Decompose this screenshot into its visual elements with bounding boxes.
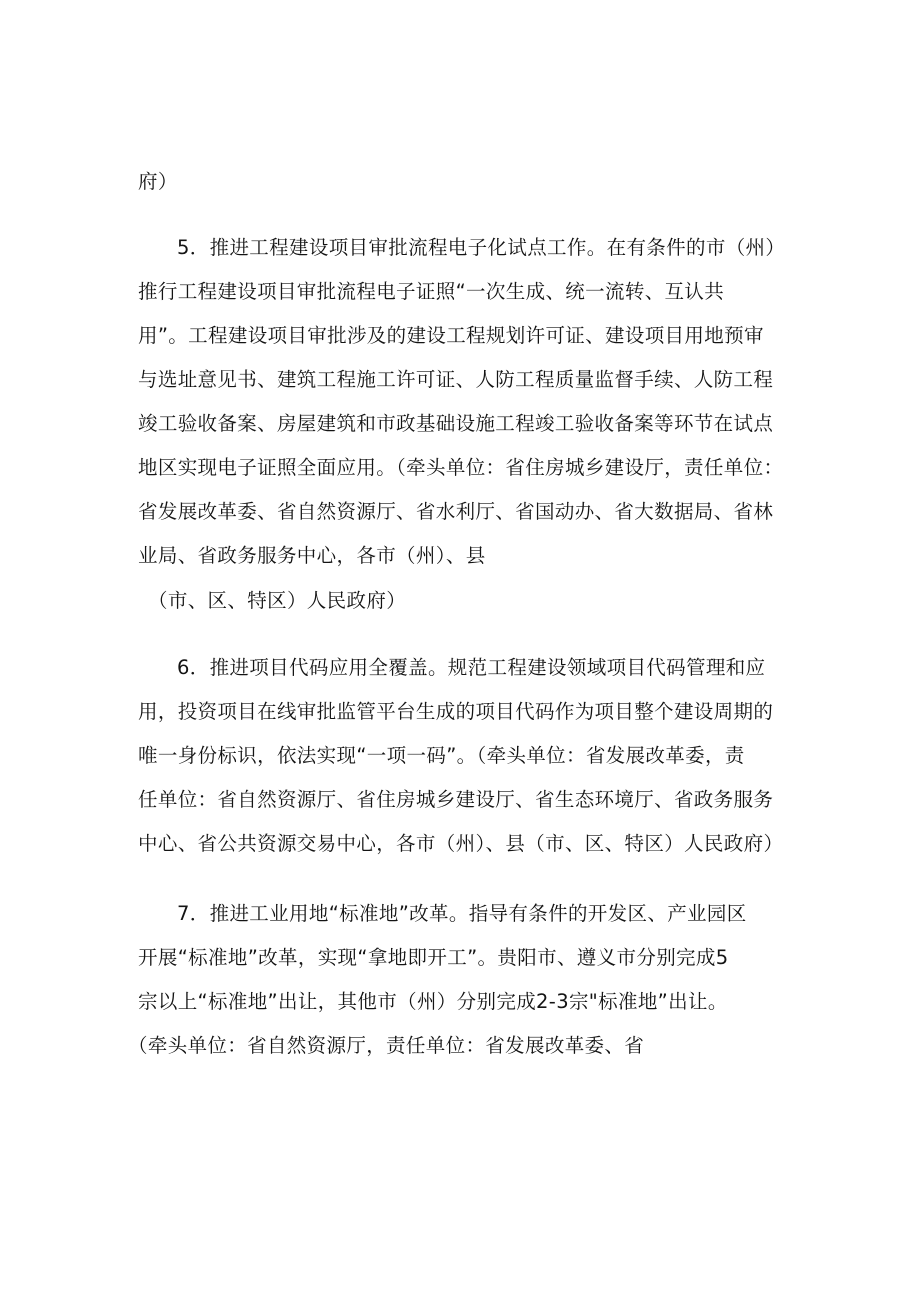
text-line: 中心、省公共资源交易中心，各市（州）、县（市、区、特区）人民政府） xyxy=(138,832,784,855)
text-line: 6．推进项目代码应用全覆盖。规范工程建设领域项目代码管理和应 xyxy=(177,656,766,679)
text-line: （牵头单位：省自然资源厅，责任单位：省发展改革委、省 xyxy=(128,1034,645,1057)
text-line: 用”。工程建设项目审批涉及的建设工程规划许可证、建设项目用地预审 xyxy=(138,324,764,347)
text-line: 用，投资项目在线审批监管平台生成的项目代码作为项目整个建设周期的 xyxy=(138,700,774,723)
text-line: 府） xyxy=(138,170,178,193)
text-line: 宗以上“标准地”出让，其他市（州）分别完成2-3宗"标准地”出让。 xyxy=(138,990,728,1013)
text-line: 开展“标准地”改革，实现“拿地即开工”。贵阳市、遵义市分别完成5 xyxy=(138,946,729,969)
text-line: 省发展改革委、省自然资源厅、省水利厅、省国动办、省大数据局、省林 xyxy=(138,500,774,523)
text-line: 唯一身份标识，依法实现“一项一码”。（牵头单位：省发展改革委，责 xyxy=(138,744,745,767)
text-line: 地区实现电子证照全面应用。（牵头单位：省住房城乡建设厅，责任单位： xyxy=(138,456,784,479)
text-line: （市、区、特区）人民政府） xyxy=(148,589,407,612)
text-line: 推行工程建设项目审批流程电子证照“一次生成、统一流转、互认共 xyxy=(138,280,725,303)
text-line: 业局、省政务服务中心，各市（州）、县 xyxy=(138,544,486,567)
text-line: 7．推进工业用地“标准地”改革。指导有条件的开发区、产业园区 xyxy=(177,902,747,925)
text-line: 竣工验收备案、房屋建筑和市政基础设施工程竣工验收备案等环节在试点 xyxy=(138,412,774,435)
text-line: 5．推进工程建设项目审批流程电子化试点工作。在有条件的市（州） xyxy=(177,236,786,259)
text-line: 与选址意见书、建筑工程施工许可证、人防工程质量监督手续、人防工程 xyxy=(138,368,774,391)
text-line: 任单位：省自然资源厅、省住房城乡建设厅、省生态环境厅、省政务服务 xyxy=(138,788,774,811)
